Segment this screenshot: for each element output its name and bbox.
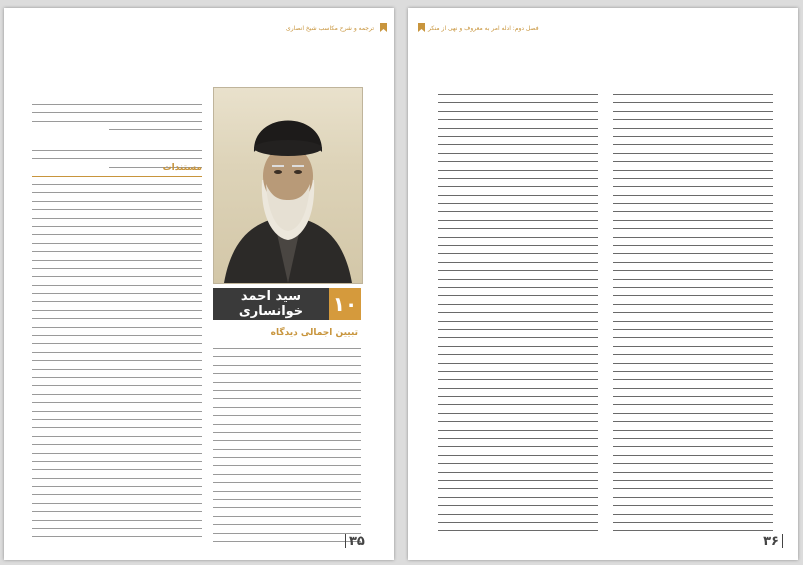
running-header: ترجمه و شرح مکاسب شیخ انصاری — [286, 25, 374, 32]
evidence-text-column — [32, 184, 202, 539]
text-column-left — [438, 94, 598, 539]
header-bookmark-icon — [380, 23, 387, 32]
intro-paragraph — [32, 104, 202, 144]
page-footer — [763, 533, 786, 549]
section-heading-rule — [32, 176, 202, 177]
section-heading: مستندات — [162, 163, 202, 173]
biography-name: سید احمد خوانساری — [238, 289, 304, 319]
running-header: فصل دوم: ادله امر به معروف و نهی از منکر — [428, 25, 539, 32]
portrait-photo — [213, 87, 363, 284]
biography-title-band — [213, 288, 361, 320]
page-number: ۳۵ — [349, 533, 365, 549]
header-bookmark-icon — [418, 23, 425, 32]
page-number: ۳۶ — [763, 533, 779, 549]
text-column-right — [613, 94, 773, 539]
page-footer — [342, 533, 365, 549]
biography-number: ۱۰ — [329, 288, 361, 320]
biography-subtitle: تبیین اجمالی دیدگاه — [270, 328, 358, 338]
right-page — [408, 8, 798, 560]
left-page — [4, 8, 394, 560]
biography-text-column — [213, 348, 361, 543]
